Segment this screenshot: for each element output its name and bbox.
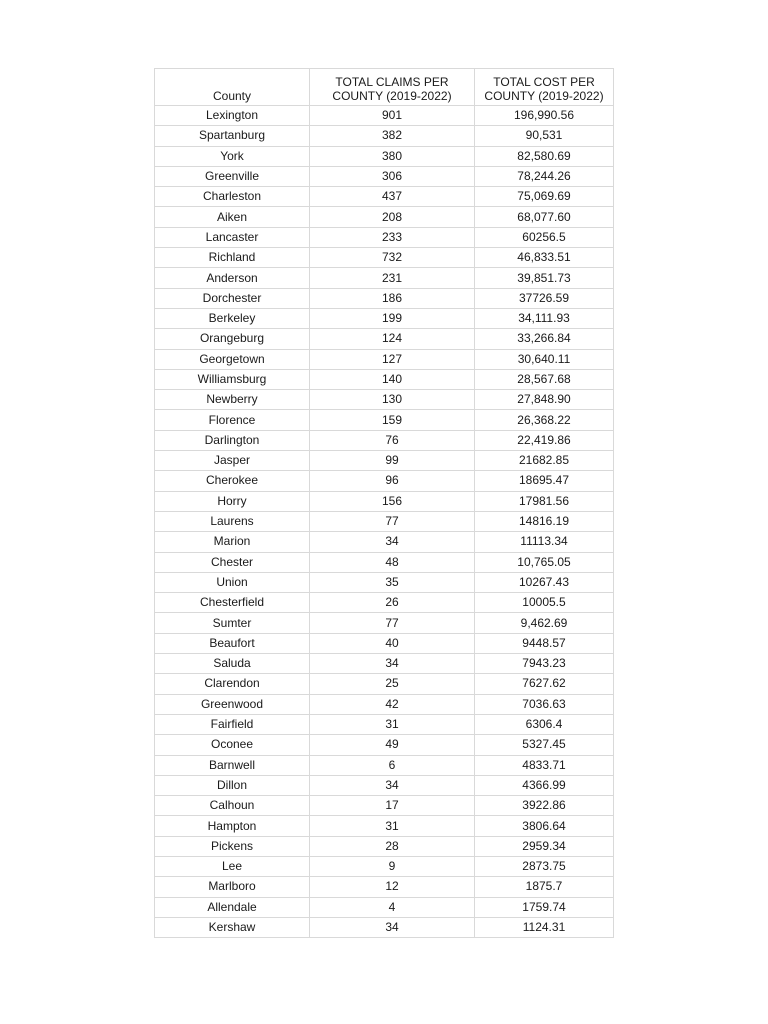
table-row [155, 146, 614, 166]
county-cell: Aiken [155, 207, 310, 227]
table-row [155, 816, 614, 836]
claims-cell: 130 [310, 390, 475, 410]
cost-cell: 60256.5 [475, 227, 614, 247]
cost-cell: 4833.71 [475, 755, 614, 775]
cost-cell: 68,077.60 [475, 207, 614, 227]
claims-cell: 306 [310, 166, 475, 186]
cost-cell: 9448.57 [475, 633, 614, 653]
claims-cell: 42 [310, 694, 475, 714]
table-row [155, 166, 614, 186]
header-total-cost [475, 69, 614, 106]
table-row [155, 694, 614, 714]
header-total-cost-line2: COUNTY (2019-2022) [484, 89, 604, 103]
table-row [155, 227, 614, 247]
table-body [155, 106, 614, 938]
county-cell: Lexington [155, 106, 310, 126]
header-county-label: County [212, 89, 252, 103]
header-row [155, 69, 614, 106]
table-row [155, 532, 614, 552]
claims-cell: 34 [310, 654, 475, 674]
cost-cell: 46,833.51 [475, 248, 614, 268]
county-cell: Fairfield [155, 714, 310, 734]
claims-cell: 208 [310, 207, 475, 227]
county-cell: Allendale [155, 897, 310, 917]
county-cell: Lee [155, 856, 310, 876]
cost-cell: 75,069.69 [475, 187, 614, 207]
county-cell: Richland [155, 248, 310, 268]
cost-cell: 10005.5 [475, 593, 614, 613]
table-row [155, 126, 614, 146]
county-cell: Berkeley [155, 308, 310, 328]
county-cell: Darlington [155, 430, 310, 450]
claims-cell: 76 [310, 430, 475, 450]
claims-cell: 140 [310, 369, 475, 389]
claims-cell: 901 [310, 106, 475, 126]
claims-cell: 382 [310, 126, 475, 146]
county-cell: Lancaster [155, 227, 310, 247]
claims-cell: 25 [310, 674, 475, 694]
table-row [155, 430, 614, 450]
cost-cell: 7627.62 [475, 674, 614, 694]
claims-cell: 4 [310, 897, 475, 917]
cost-cell: 37726.59 [475, 288, 614, 308]
county-cell: Cherokee [155, 471, 310, 491]
table-row [155, 390, 614, 410]
cost-cell: 6306.4 [475, 714, 614, 734]
claims-cell: 231 [310, 268, 475, 288]
county-cell: Barnwell [155, 755, 310, 775]
claims-cell: 199 [310, 308, 475, 328]
county-cell: Horry [155, 491, 310, 511]
table-row [155, 187, 614, 207]
claims-cell: 99 [310, 451, 475, 471]
table-row [155, 410, 614, 430]
claims-cell: 34 [310, 532, 475, 552]
county-cell: Williamsburg [155, 369, 310, 389]
cost-cell: 90,531 [475, 126, 614, 146]
header-total-claims-line2: COUNTY (2019-2022) [332, 89, 452, 103]
county-cell: Greenwood [155, 694, 310, 714]
cost-cell: 5327.45 [475, 735, 614, 755]
county-cell: Dillon [155, 775, 310, 795]
claims-cell: 233 [310, 227, 475, 247]
cost-cell: 22,419.86 [475, 430, 614, 450]
table-row [155, 268, 614, 288]
table-row [155, 917, 614, 937]
table-row [155, 471, 614, 491]
cost-cell: 30,640.11 [475, 349, 614, 369]
cost-cell: 7943.23 [475, 654, 614, 674]
claims-cell: 96 [310, 471, 475, 491]
claims-cell: 48 [310, 552, 475, 572]
table-row [155, 248, 614, 268]
claims-cell: 437 [310, 187, 475, 207]
table-row [155, 714, 614, 734]
county-cell: Chesterfield [155, 593, 310, 613]
claims-cell: 732 [310, 248, 475, 268]
county-cell: Marion [155, 532, 310, 552]
cost-cell: 26,368.22 [475, 410, 614, 430]
table-row [155, 856, 614, 876]
claims-cell: 9 [310, 856, 475, 876]
county-cell: Dorchester [155, 288, 310, 308]
table-row [155, 349, 614, 369]
county-cell: Sumter [155, 613, 310, 633]
claims-cell: 186 [310, 288, 475, 308]
claims-cell: 156 [310, 491, 475, 511]
claims-cell: 40 [310, 633, 475, 653]
table-row [155, 491, 614, 511]
cost-cell: 34,111.93 [475, 308, 614, 328]
county-cell: Greenville [155, 166, 310, 186]
cost-cell: 1124.31 [475, 917, 614, 937]
cost-cell: 21682.85 [475, 451, 614, 471]
county-cell: Beaufort [155, 633, 310, 653]
claims-cell: 17 [310, 796, 475, 816]
table-row [155, 755, 614, 775]
county-cell: Charleston [155, 187, 310, 207]
claims-cell: 124 [310, 329, 475, 349]
county-cell: Laurens [155, 511, 310, 531]
claims-cell: 77 [310, 613, 475, 633]
county-claims-table [154, 68, 614, 938]
cost-cell: 11113.34 [475, 532, 614, 552]
table-row [155, 369, 614, 389]
county-cell: Saluda [155, 654, 310, 674]
table-row [155, 552, 614, 572]
cost-cell: 2959.34 [475, 836, 614, 856]
cost-cell: 4366.99 [475, 775, 614, 795]
cost-cell: 17981.56 [475, 491, 614, 511]
table-row [155, 836, 614, 856]
cost-cell: 28,567.68 [475, 369, 614, 389]
table-row [155, 897, 614, 917]
cost-cell: 18695.47 [475, 471, 614, 491]
claims-cell: 34 [310, 917, 475, 937]
claims-cell: 28 [310, 836, 475, 856]
claims-cell: 34 [310, 775, 475, 795]
table-row [155, 735, 614, 755]
claims-cell: 77 [310, 511, 475, 531]
cost-cell: 3922.86 [475, 796, 614, 816]
county-cell: Union [155, 572, 310, 592]
cost-cell: 7036.63 [475, 694, 614, 714]
cost-cell: 33,266.84 [475, 329, 614, 349]
claims-cell: 127 [310, 349, 475, 369]
county-cell: Georgetown [155, 349, 310, 369]
table-row [155, 877, 614, 897]
claims-cell: 159 [310, 410, 475, 430]
county-cell: Pickens [155, 836, 310, 856]
cost-cell: 3806.64 [475, 816, 614, 836]
claims-cell: 49 [310, 735, 475, 755]
county-cell: Oconee [155, 735, 310, 755]
county-cell: Jasper [155, 451, 310, 471]
header-total-claims-line1: TOTAL CLAIMS PER [335, 75, 449, 89]
cost-cell: 27,848.90 [475, 390, 614, 410]
cost-cell: 1875.7 [475, 877, 614, 897]
claims-cell: 12 [310, 877, 475, 897]
county-cell: Hampton [155, 816, 310, 836]
cost-cell: 39,851.73 [475, 268, 614, 288]
cost-cell: 196,990.56 [475, 106, 614, 126]
county-cell: Kershaw [155, 917, 310, 937]
table-row [155, 288, 614, 308]
claims-cell: 35 [310, 572, 475, 592]
table-row [155, 308, 614, 328]
claims-cell: 31 [310, 714, 475, 734]
table-row [155, 796, 614, 816]
cost-cell: 14816.19 [475, 511, 614, 531]
cost-cell: 10267.43 [475, 572, 614, 592]
table-row [155, 775, 614, 795]
claims-cell: 6 [310, 755, 475, 775]
county-cell: York [155, 146, 310, 166]
table-row [155, 613, 614, 633]
cost-cell: 82,580.69 [475, 146, 614, 166]
table-row [155, 654, 614, 674]
table-header [155, 69, 614, 106]
header-total-claims [310, 69, 475, 106]
table-row [155, 511, 614, 531]
header-total-cost-line1: TOTAL COST PER [493, 75, 595, 89]
claims-cell: 26 [310, 593, 475, 613]
cost-cell: 9,462.69 [475, 613, 614, 633]
county-cell: Clarendon [155, 674, 310, 694]
cost-cell: 2873.75 [475, 856, 614, 876]
cost-cell: 78,244.26 [475, 166, 614, 186]
claims-cell: 380 [310, 146, 475, 166]
county-cell: Chester [155, 552, 310, 572]
county-cell: Spartanburg [155, 126, 310, 146]
table-row [155, 451, 614, 471]
county-cell: Marlboro [155, 877, 310, 897]
table-row [155, 106, 614, 126]
table-row [155, 593, 614, 613]
header-county [155, 69, 310, 106]
cost-cell: 10,765.05 [475, 552, 614, 572]
table-row [155, 207, 614, 227]
county-cell: Calhoun [155, 796, 310, 816]
table-row [155, 674, 614, 694]
county-cell: Anderson [155, 268, 310, 288]
cost-cell: 1759.74 [475, 897, 614, 917]
table-row [155, 572, 614, 592]
claims-cell: 31 [310, 816, 475, 836]
county-cell: Orangeburg [155, 329, 310, 349]
county-cell: Florence [155, 410, 310, 430]
table-row [155, 329, 614, 349]
county-cell: Newberry [155, 390, 310, 410]
table-row [155, 633, 614, 653]
